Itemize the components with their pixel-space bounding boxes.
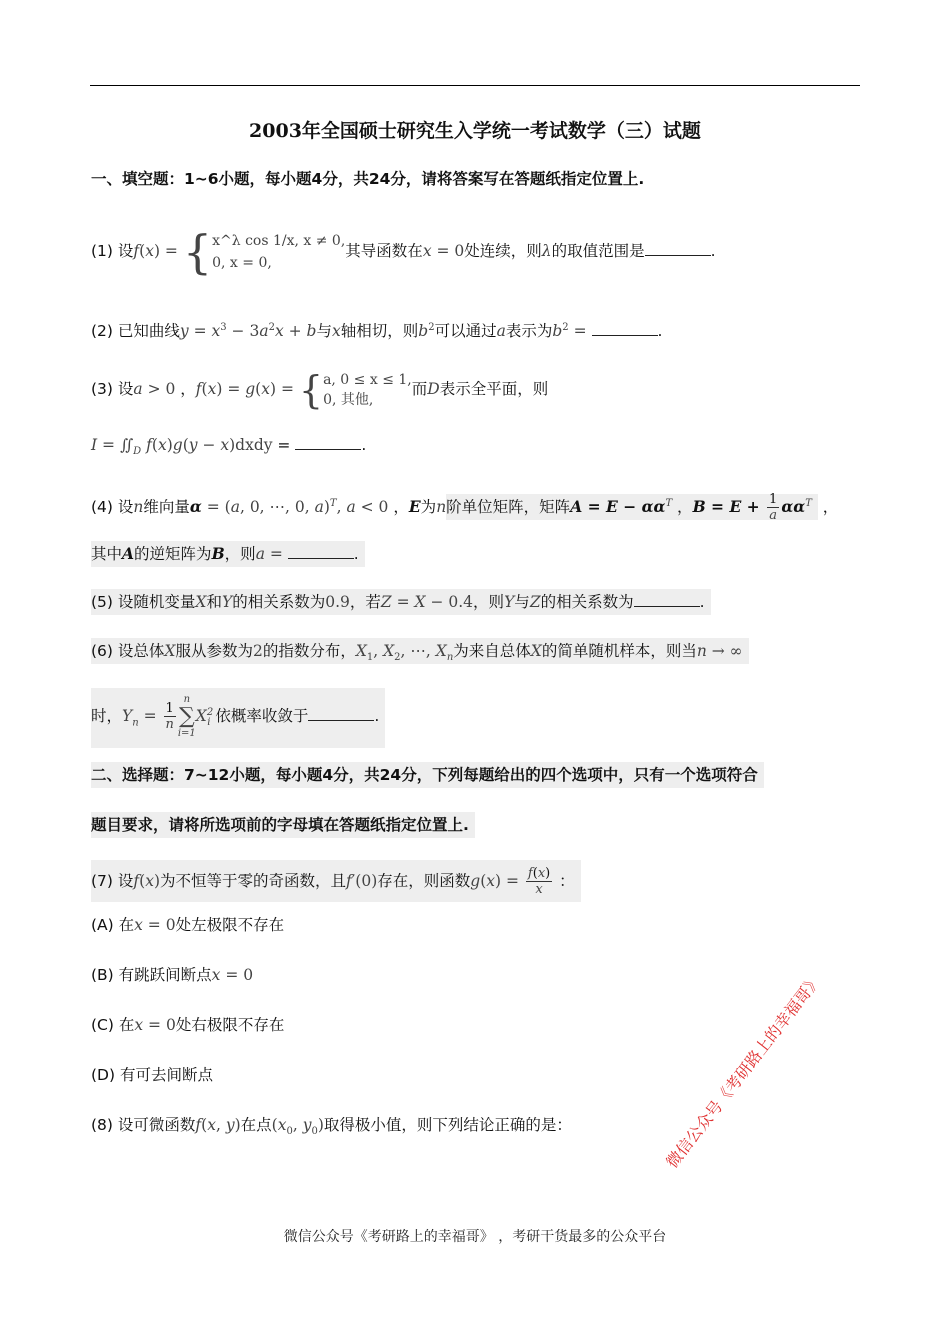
q6-line2post: 依概率收敛于 (215, 707, 309, 726)
question-4-line2: 其中A的逆矩阵为B，则a = . (91, 543, 365, 565)
question-8: (8) 设可微函数f(x, y)在点($x_0$, $y_0$)取得极小值，则下列结论正确的是： (91, 1116, 572, 1138)
q2-mid: 与 (316, 322, 332, 341)
q7-b-pre: (B) 有跳跃间断点 (91, 966, 212, 984)
q1-mid: 处连续，则 (464, 242, 542, 260)
q5-mid2: ，若 (349, 593, 381, 611)
q6-mid2: 的指数分布， (262, 642, 356, 660)
q8-pre: (8) 设可微函数 (91, 1116, 196, 1134)
q6-mid4: 的简单随机样本，则当 (541, 642, 697, 660)
question-3: (3) 设a > 0 ，f(x) = g(x) = { a, 0 ≤ x ≤ 1, 0, 其他, 而D表示全平面，则 (91, 367, 549, 412)
q2-post: 表示为 (505, 322, 553, 341)
question-2: (2) 已知曲线$y = x^3 - 3a^2x + b$与x轴相切，则$b^2$可以通过a表示为$b^2$ = . (91, 322, 663, 341)
q4-line2post: ，则 (224, 545, 256, 563)
section-2-text1: 二、选择题：7~12小题，每小题4分，共24分，下列每题给出的四个选项中，只有一个选项符合 (91, 762, 764, 788)
q5-mid3: ，则 (473, 593, 505, 611)
question-6-line2: 时，$Y_n$ = $\frac{1}{n}$ n ∑ i=1 $X^2_i$ 依概率收敛于 . (91, 688, 385, 748)
q1-post: 其导函数在 (345, 242, 423, 260)
q7-a-post: 处左极限不存在 (175, 916, 285, 934)
q5-pre: (5) 设随机变量 (91, 593, 196, 611)
q1-case1: x^λ cos 1/x, x ≠ 0, (212, 232, 346, 249)
question-4: (4) 设n维向量α = (a, 0, ⋯, 0, a)$^T$, a < 0 ，E为n阶单位矩阵，矩阵$A = E - \alpha\alpha^T$ ，B = E + $\frac{1}{a}$ $\alpha\alpha^T$ ， (91, 492, 839, 523)
page-title: 2003年全国硕士研究生入学统一考试数学（三）试题 (249, 120, 701, 142)
question-6: (6) 设总体X服从参数为2的指数分布，$X_1$, $X_2$, ⋯, $X_n$为来自总体X的简单随机样本，则当n → ∞ (91, 640, 749, 669)
q4-mid: 维向量 (143, 498, 190, 516)
q1-case2: 0, x = 0, (212, 254, 272, 271)
q1-cases (212, 230, 345, 274)
q3-post2: 表示全平面，则 (439, 380, 549, 398)
q2-mid3: 可以通过 (434, 322, 497, 341)
q8-mid: 在点 (240, 1116, 272, 1134)
q2-mid2: 轴相切，则 (340, 322, 419, 341)
watermark: 微信公众号《考研路上的幸福哥》 (662, 970, 826, 1172)
q7-c-pre: (C) 在 (91, 1016, 135, 1034)
q2-pre: (2) 已知曲线 (91, 322, 180, 341)
q6-line2pre: 时， (91, 707, 123, 726)
q7-a-pre: (A) 在 (91, 916, 135, 934)
q7-option-a: (A) 在x = 0处左极限不存在 (91, 916, 285, 934)
q3-post: 而 (411, 380, 428, 398)
q5-mid: 的相关系数为 (232, 593, 326, 611)
q5-post: 的相关系数为 (540, 593, 634, 611)
q7-pre: (7) 设 (91, 872, 134, 890)
section-2-heading-line2 (91, 814, 475, 836)
q5-and: 和 (206, 593, 222, 611)
q1-pre: (1) 设 (91, 242, 134, 260)
q1-post2: 的取值范围是 (551, 242, 645, 260)
section-1-heading: 一、填空题：1~6小题，每小题4分，共24分，请将答案写在答题纸指定位置上. (91, 170, 645, 188)
footer: 微信公众号《考研路上的幸福哥》 ，考研干货最多的公众平台 (283, 1229, 667, 1245)
q3-pre: (3) 设 (91, 380, 134, 398)
q7-mid2: 存在，则函数 (377, 872, 471, 890)
q5-mid4: 与 (514, 593, 530, 611)
section-2-heading-line1 (91, 764, 764, 786)
q8-post: 取得极小值，则下列结论正确的是： (323, 1116, 572, 1134)
question-1: (1) 设f(x) = { x^λ cos 1/x, x ≠ 0, 0, x = 0, 其导函数在x = 0处连续，则λ的取值范围是 . (91, 224, 716, 279)
q3-case1: a, 0 ≤ x ≤ 1, (323, 371, 412, 388)
q6-mid3: 为来自总体 (453, 642, 531, 660)
top-rule (90, 85, 860, 86)
q4-line2mid: 的逆矩阵为 (134, 545, 212, 563)
q4-line2pre: 其中 (91, 545, 123, 563)
q7-mid: 为不恒等于零的奇函数，且 (160, 872, 347, 890)
q6-pre: (6) 设总体 (91, 642, 165, 660)
q7-option-c: (C) 在x = 0处右极限不存在 (91, 1016, 285, 1034)
q7-option-d: (D) 有可去间断点 (91, 1066, 213, 1084)
q6-mid: 服从参数为 (175, 642, 253, 660)
q7-option-b: (B) 有跳跃间断点x = 0 (91, 966, 254, 984)
question-5: (5) 设随机变量X和Y的相关系数为0.9，若Z = X − 0.4，则Y与Z的相关系数为 . (91, 591, 711, 613)
q4-mid3: 阶单位矩阵，矩阵 (446, 498, 571, 516)
q3-case2: 0, 其他, (323, 391, 374, 408)
question-3-integral: $I = ∬_D$ f(x)g(y − x)dxdy = . (91, 436, 367, 458)
q4-pre: (4) 设 (91, 498, 134, 516)
q4-mid2: 为 (420, 498, 437, 516)
q7-c-post: 处右极限不存在 (175, 1016, 285, 1034)
question-7: (7) 设f(x)为不恒等于零的奇函数，且f′(0)存在，则函数g(x) = $\frac{f(x)}{x}$ ： (91, 860, 581, 902)
section-2-text2: 题目要求，请将所选项前的字母填在答题纸指定位置上. (91, 812, 475, 838)
